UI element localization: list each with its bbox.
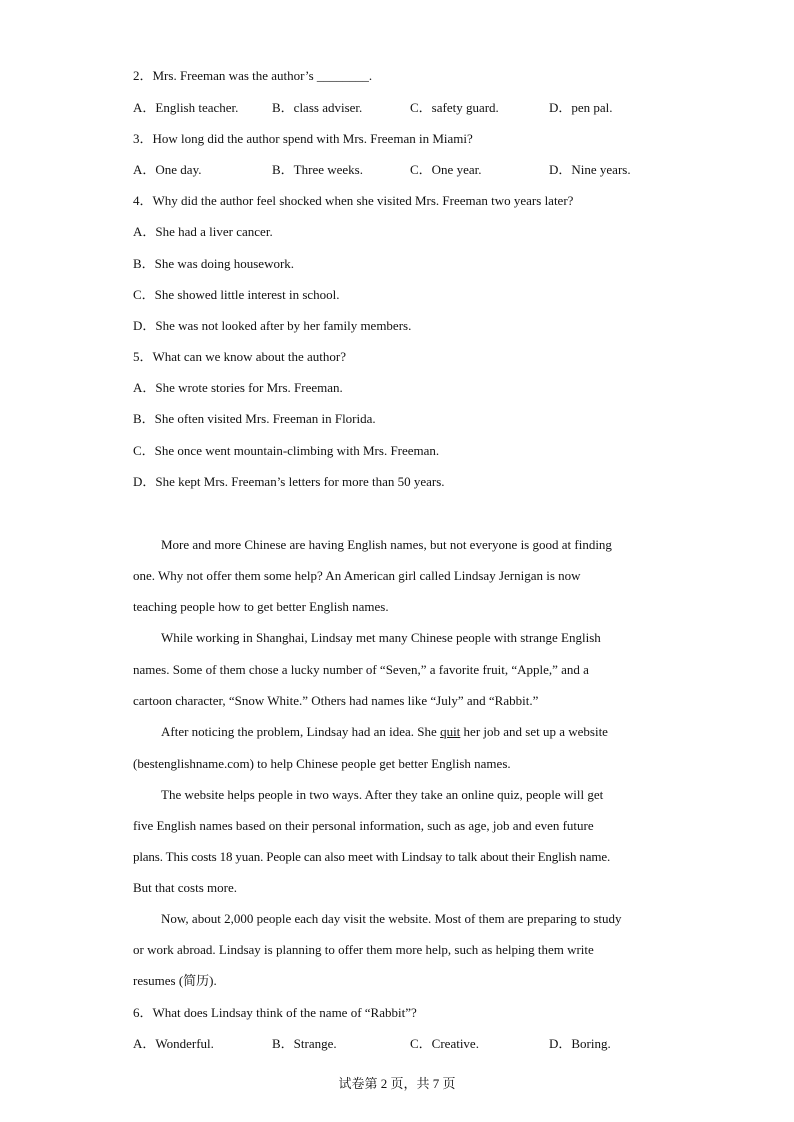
question-4-option-c: C．She showed little interest in school. <box>133 287 340 302</box>
question-6-option-b: B．Strange. <box>272 1036 337 1051</box>
underlined-word-quit: quit <box>440 724 461 739</box>
page-footer: 试卷第 2 页，共 7 页 <box>338 1076 456 1091</box>
question-6-option-a: A．Wonderful. <box>133 1036 214 1051</box>
passage-p5-line-3: resumes (简历). <box>133 973 217 988</box>
question-2-option-d: D．pen pal. <box>549 100 613 115</box>
passage-p2-line-3: cartoon character, “Snow White.” Others had names like “July” and “Rabbit.” <box>133 693 539 708</box>
passage-p3-line-1 <box>161 724 608 740</box>
question-3-stem: 3．How long did the author spend with Mrs. Freeman in Miami? <box>133 131 473 146</box>
question-4-option-b: B．She was doing housework. <box>133 256 295 271</box>
question-5-stem: 5．What can we know about the author? <box>133 349 346 364</box>
passage-p2-line-2: names. Some of them chose a lucky number of “Seven,” a favorite fruit, “Apple,” and a <box>133 662 589 677</box>
question-4-option-a: A．She had a liver cancer. <box>133 224 273 239</box>
question-5-option-a: A．She wrote stories for Mrs. Freeman. <box>133 380 343 395</box>
question-2-stem: 2．Mrs. Freeman was the author’s ________. <box>133 68 373 83</box>
passage-p3-text-after: her job and set up a website <box>460 724 608 739</box>
passage-p5-line-2: or work abroad. Lindsay is planning to offer them more help, such as helping them write <box>133 942 594 957</box>
passage-p5-line-1: Now, about 2,000 people each day visit the website. Most of them are preparing to study <box>161 911 622 926</box>
passage-p1-line-3: teaching people how to get better English names. <box>133 599 389 614</box>
question-3-option-a: A．One day. <box>133 162 202 177</box>
passage-p3-text-before: After noticing the problem, Lindsay had an idea. She <box>161 724 441 739</box>
question-5-option-b: B．She often visited Mrs. Freeman in Florida. <box>133 411 376 426</box>
question-2-option-c: C．safety guard. <box>410 100 499 115</box>
question-6-option-c: C．Creative. <box>410 1036 479 1051</box>
passage-p4-line-3: plans. This costs 18 yuan. People can also meet with Lindsay to talk about their English name. <box>133 849 611 864</box>
passage-p4-line-4: But that costs more. <box>133 880 237 895</box>
question-4-option-d: D．She was not looked after by her family members. <box>133 318 412 333</box>
question-6-option-d: D．Boring. <box>549 1036 611 1051</box>
question-2-option-a: A．English teacher. <box>133 100 239 115</box>
passage-p1-line-2: one. Why not offer them some help? An American girl called Lindsay Jernigan is now <box>133 568 581 583</box>
question-6-stem: 6．What does Lindsay think of the name of “Rabbit”? <box>133 1005 417 1020</box>
passage-p1-line-1: More and more Chinese are having English names, but not everyone is good at finding <box>161 537 612 552</box>
question-3-option-b: B．Three weeks. <box>272 162 363 177</box>
question-3-option-d: D．Nine years. <box>549 162 631 177</box>
question-2-option-b: B．class adviser. <box>272 100 363 115</box>
passage-p4-line-1: The website helps people in two ways. After they take an online quiz, people will get <box>161 787 604 802</box>
passage-p2-line-1: While working in Shanghai, Lindsay met many Chinese people with strange English <box>161 630 601 645</box>
question-5-option-c: C．She once went mountain-climbing with Mrs. Freeman. <box>133 443 440 458</box>
passage-p4-line-2: five English names based on their personal information, such as age, job and even future <box>133 818 594 833</box>
question-4-stem: 4．Why did the author feel shocked when she visited Mrs. Freeman two years later? <box>133 193 574 208</box>
passage-p3-line-2: (bestenglishname.com) to help Chinese people get better English names. <box>133 756 511 771</box>
question-5-option-d: D．She kept Mrs. Freeman’s letters for more than 50 years. <box>133 474 445 489</box>
question-3-option-c: C．One year. <box>410 162 482 177</box>
